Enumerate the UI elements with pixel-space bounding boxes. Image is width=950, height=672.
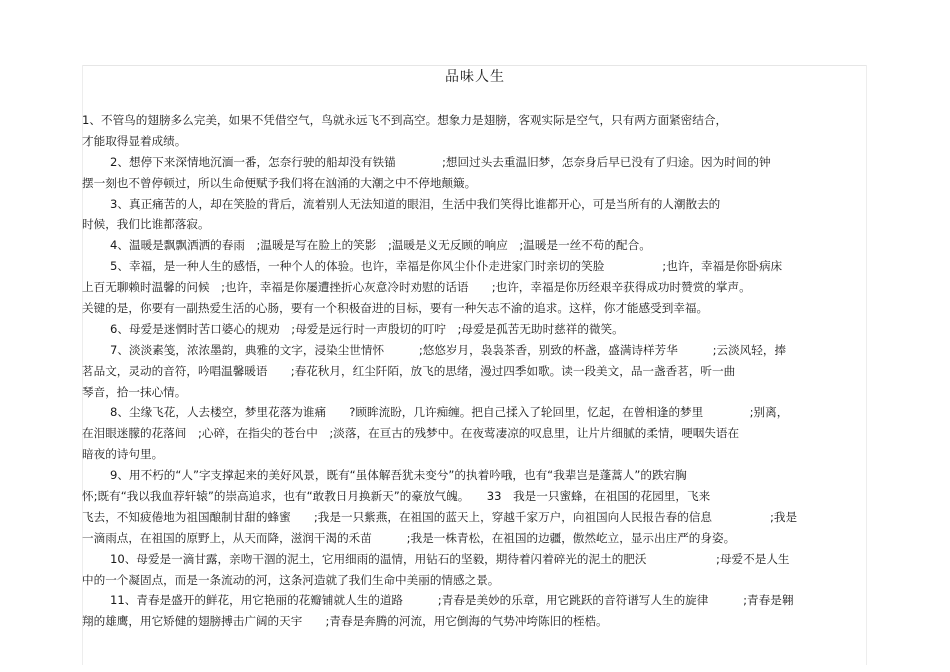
document-body	[82, 110, 867, 632]
text-line: 一滴雨点，在祖国的原野上，从天而降，滋润干渴的禾苗 ;我是一株青松，在祖国的边疆，傲然屹立，显示出庄严的身姿。	[82, 530, 736, 545]
text-line: 翔的雄鹰，用它矫健的翅膀搏击广阔的天宇 ;青春是奔腾的河流，用它倒海的气势冲垮陈旧的桎梏。	[82, 614, 608, 629]
text-line: 时候，我们比谁都落寂。	[82, 217, 210, 232]
text-line: 10、母爱是一滴甘露，亲吻干涸的泥土，它用细雨的温情，用钻石的坚毅，期待着闪着碎光的泥土的肥沃 ;母爱不是人生	[110, 551, 790, 566]
text-line: 琴音，拾一抹心情。	[82, 384, 187, 399]
text-line: 茗品文，灵动的音符，吟唱温馨暖语 ;春花秋月，红尘阡陌，放飞的思绪，漫过四季如歌。读一段美文，品一盏香茗，听一曲	[82, 363, 736, 378]
text-line: 9、用不朽的“人”字支撑起来的美好风景，既有“虽体解吾犹未变兮”的执着吟哦，也有“我辈岂是蓬蒿人”的跌宕胸	[110, 468, 687, 483]
text-line: 在泪眼迷朦的花落间 ;心碎，在指尖的苍台中 ;淡落，在亘古的残梦中。在夜莺凄凉的叹息里，让片片细腻的柔情，哽咽失语在	[82, 426, 740, 441]
text-line: 3、真正痛苦的人，却在笑脸的背后，流着别人无法知道的眼泪，生活中我们笑得比谁都开心，可是当所有的人潮散去的	[110, 196, 721, 211]
text-line: 飞去，不知疲倦地为祖国酿制甘甜的蜂蜜 ;我是一只紫燕，在祖国的蓝天上，穿越千家万户，向祖国向人民报告春的信息 ;我是	[82, 509, 798, 524]
text-line: 7、淡淡素笺，浓浓墨韵，典雅的文字，浸染尘世情怀 ;悠悠岁月，袅袅茶香，别致的杯盏，盛满诗样芳华 ;云淡风轻，捧	[110, 342, 787, 357]
text-line: 4、温暖是飘飘洒洒的春雨 ;温暖是写在脸上的笑影 ;温暖是义无反顾的响应 ;温暖是一丝不苟的配合。	[110, 238, 651, 253]
text-line: 2、想停下来深情地沉湎一番，怎奈行驶的船却没有铁锚 ;想回过头去重温旧梦，怎奈身后早已没有了归途。因为时间的钟	[110, 154, 771, 169]
text-line: 6、母爱是迷惘时苦口婆心的规劝 ;母爱是远行时一声殷切的叮咛 ;母爱是孤苦无助时慈祥的微笑。	[110, 321, 624, 336]
text-line: 暗夜的诗句里。	[82, 447, 164, 462]
text-line: 关键的是，你要有一副热爱生活的心肠，要有一个积极奋进的目标，要有一种矢志不渝的追求。这样，你才能感受到幸福。	[82, 301, 709, 316]
text-line: 8、尘缘飞花，人去楼空，梦里花落为谁痛 ?顾眸流盼，几许痴缠。把自己揉入了轮回里，忆起，在曾相逢的梦里 ;别离，	[110, 405, 789, 420]
text-line: 1、不管鸟的翅膀多么完美，如果不凭借空气，鸟就永远飞不到高空。想象力是翅膀，客观实际是空气，只有两方面紧密结合，	[82, 113, 728, 127]
text-line: 11、青春是盛开的鲜花，用它艳丽的花瓣铺就人生的道路 ;青春是美妙的乐章，用它跳跃的音符谱写人生的旋律 ;青春是翱	[110, 593, 794, 608]
text-line: 怀;既有“我以我血荐轩辕”的崇高追求，也有“敢教日月换新天”的豪放气魄。 33 我是一只蜜蜂，在祖国的花园里，飞来	[82, 489, 711, 504]
text-line: 才能取得显着成绩。	[82, 133, 187, 148]
text-line: 摆一刻也不曾停顿过，所以生命便赋予我们将在汹涌的大潮之中不停地颠簸。	[82, 175, 477, 190]
text-line: 5、幸福，是一种人生的感悟，一种个人的体验。也许，幸福是你风尘仆仆走进家门时亲切的笑脸 ;也许，幸福是你卧病床	[110, 259, 783, 274]
document-title: 品味人生	[445, 69, 505, 85]
page-frame-top	[82, 65, 867, 66]
text-line: 中的一个凝固点，而是一条流动的河，这条河造就了我们生命中美丽的情感之景。	[82, 572, 500, 587]
text-line: 上百无聊赖时温馨的问候 ;也许，幸福是你屡遭挫折心灰意冷时劝慰的话语 ;也许，幸福是你历经艰辛获得成功时赞赏的掌声。	[82, 280, 751, 295]
